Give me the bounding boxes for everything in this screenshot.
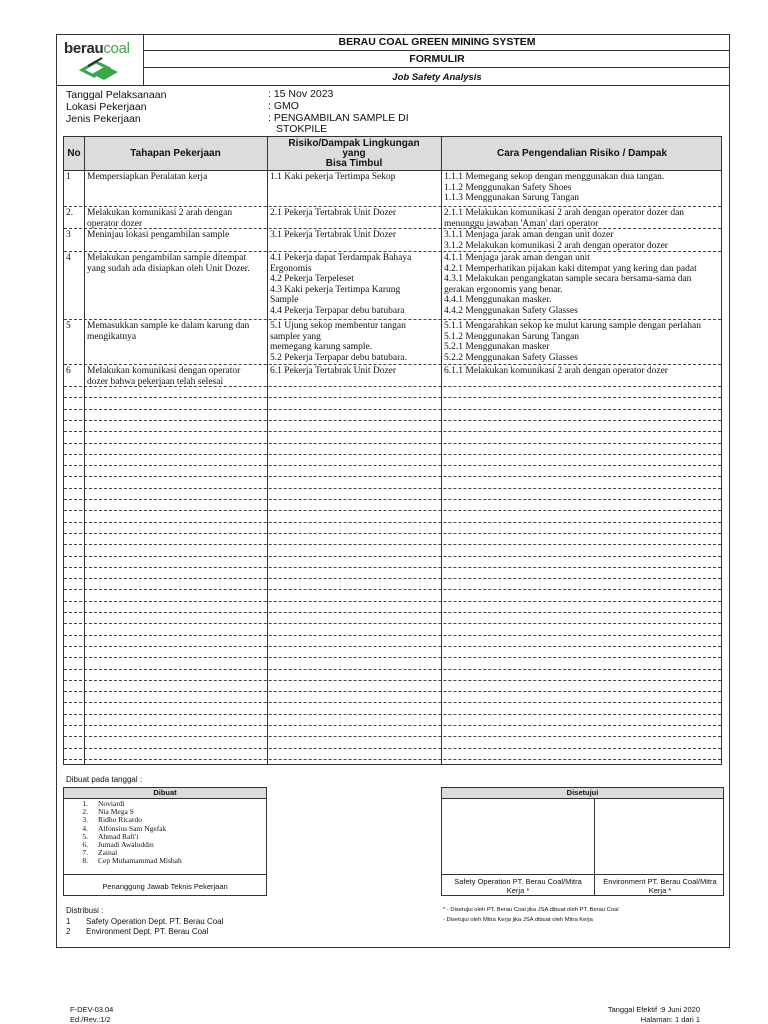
- empty-row-divider: [64, 680, 721, 681]
- empty-row-divider: [64, 465, 721, 466]
- empty-row-divider: [64, 635, 721, 636]
- empty-row-divider: [64, 431, 721, 432]
- risk-control-line: 5.1.2 Menggunakan Sarung Tangan: [444, 331, 580, 342]
- task-step-line: mengikatnya: [87, 331, 137, 342]
- empty-row-divider: [64, 454, 721, 455]
- risk-control-line: menunggu jawaban 'Aman' dari operator: [444, 218, 599, 229]
- risk-impact: [270, 208, 396, 219]
- edition: Ed./Rev.:1/2: [70, 1015, 111, 1024]
- task-step: [87, 366, 240, 387]
- column-divider: [441, 137, 442, 764]
- effective-date: Tanggal Efektif :9 Juni 2020: [607, 1005, 700, 1014]
- author-name: Alfonsius Sam Ngefak: [98, 823, 167, 833]
- empty-row-divider: [64, 623, 721, 624]
- author-name: Jumadi Awaluddin: [98, 840, 154, 849]
- logo: [56, 34, 144, 86]
- row-divider: [64, 251, 721, 252]
- risk-impact-line: 4.4 Pekerja Terpapar debu batubara: [270, 305, 405, 316]
- row-divider: [64, 364, 721, 365]
- header-control: Cara Pengendalian Risiko / Dampak: [496, 147, 668, 159]
- header-no: No: [67, 147, 81, 159]
- author-number: 6.: [82, 840, 88, 849]
- row-number: [66, 321, 71, 332]
- risk-control-line: 1.1.2 Menggunakan Safety Shoes: [444, 182, 572, 193]
- risk-control: [444, 208, 684, 229]
- task-step-line: operator dozer: [87, 218, 143, 229]
- task-step-line: Melakukan komunikasi 2 arah dengan: [87, 208, 233, 218]
- risk-control: [444, 230, 668, 251]
- row-number: [66, 208, 73, 219]
- row-divider: [64, 319, 721, 320]
- approver-environment: Environment PT. Berau Coal/Mitra Kerja *: [603, 877, 717, 895]
- author-name: Noviardi: [98, 799, 125, 808]
- divider: [442, 874, 723, 875]
- row-divider: [64, 206, 721, 207]
- row-number: [66, 253, 71, 264]
- risk-impact-line: 4.2 Pekerja Terpeleset: [270, 274, 354, 284]
- author-number: 5.: [82, 831, 88, 841]
- empty-row-divider: [64, 646, 721, 647]
- made-by-box: [63, 787, 267, 896]
- document-title: Job Safety Analysis: [144, 68, 730, 86]
- risk-control-line: 1.1.1 Memegang sekop dengan menggunakan dua tangan.: [444, 172, 665, 182]
- risk-impact-line: 5.1 Ujung sekop membentur tangan: [270, 321, 406, 331]
- risk-control-line: 5.2.2 Menggunakan Safety Glasses: [444, 352, 578, 363]
- row-number-line: 4: [66, 253, 71, 263]
- empty-row-divider: [64, 443, 721, 444]
- approval-note: - Disetujui oleh Mitra Kerja jika JSA dibuat oleh Mitra Kerja: [443, 917, 593, 923]
- risk-impact-line: Ergonomis: [270, 263, 312, 274]
- empty-row-divider: [64, 567, 721, 568]
- form-title: FORMULIR: [144, 51, 730, 68]
- row-number: [66, 230, 71, 241]
- empty-row-divider: [64, 499, 721, 500]
- row-number: [66, 172, 71, 183]
- empty-row-divider: [64, 589, 721, 590]
- risk-control-line: 4.3.1 Melakukan pengangkatan sample secara bersama-sama dan: [444, 274, 692, 284]
- row-number-line: 5: [66, 321, 71, 331]
- made-by-header: Dibuat: [64, 788, 266, 799]
- leaf-logo-icon: [78, 56, 122, 82]
- row-number-line: 2.: [66, 208, 74, 218]
- risk-impact-line: 3.1 Pekerja Tertabrak Unit Dozer: [270, 230, 397, 240]
- task-step-line: yang sudah ada disiapkan oleh Unit Dozer.: [87, 263, 250, 274]
- empty-row-divider: [64, 702, 721, 703]
- risk-impact: [270, 366, 396, 377]
- task-step: [87, 321, 249, 342]
- task-step-line: Meninjau lokasi pengambilan sample: [87, 230, 230, 240]
- author-name: Nia Mega S: [98, 807, 134, 817]
- form-header: [56, 34, 730, 86]
- empty-row-divider: [64, 488, 721, 489]
- risk-control: [444, 366, 668, 377]
- task-step-line: Memasukkan sample ke dalam karung dan: [87, 321, 250, 331]
- empty-row-divider: [64, 510, 721, 511]
- distribution-label: Distribusi :: [66, 906, 104, 915]
- risk-control-line: 5.1.1 Mengarahkan sekop ke mulut karung sample dengan perlahan: [444, 321, 701, 331]
- risk-control-line: 3.1.2 Melakukan komunikasi 2 arah dengan operator dozer: [444, 240, 668, 251]
- risk-control-line: 2.1.1 Melakukan komunikasi 2 arah dengan operator dozer dan: [444, 208, 685, 218]
- risk-impact-line: 4.3 Kaki pekerja Tertimpa Karung: [270, 284, 401, 295]
- risk-impact-line: memegang karung sample.: [270, 342, 373, 352]
- risk-control-line: gerakan ergonomis yang benar.: [444, 284, 563, 295]
- author-number: 3.: [82, 815, 88, 825]
- risk-impact-line: 4.1 Pekerja dapat Terdampak Bahaya: [270, 253, 412, 263]
- author-name: Ridho Ricardo: [98, 815, 142, 825]
- empty-row-divider: [64, 725, 721, 726]
- row-number-line: 1: [66, 172, 71, 182]
- risk-impact-line: 6.1 Pekerja Tertabrak Unit Dozer: [270, 366, 397, 376]
- divider: [64, 874, 266, 875]
- task-step-line: Melakukan pengambilan sample ditempat: [87, 253, 247, 263]
- risk-control-line: 4.4.2 Menggunakan Safety Glasses: [444, 305, 578, 316]
- risk-control-line: 4.1.1 Menjaga jarak aman dengan unit: [444, 253, 590, 263]
- risk-impact: [270, 230, 396, 241]
- empty-row-divider: [64, 544, 721, 545]
- empty-row-divider: [64, 714, 721, 715]
- row-number: [66, 366, 71, 377]
- risk-control: [444, 172, 664, 204]
- page-number: Halaman: 1 dari 1: [640, 1015, 700, 1024]
- risk-impact: [270, 321, 407, 363]
- empty-row-divider: [64, 476, 721, 477]
- task-step-line: Melakukan komunikasi dengan operator: [87, 366, 241, 376]
- logo-text: beraucoal: [64, 40, 130, 57]
- risk-control-line: 3.1.1 Menjaga jarak aman dengan unit dozer: [444, 230, 614, 240]
- risk-impact: [270, 253, 411, 316]
- task-step: [87, 230, 229, 241]
- risk-impact-line: 2.1 Pekerja Tertabrak Unit Dozer: [270, 208, 397, 218]
- risk-control-line: 5.2.1 Menggunakan masker: [444, 342, 550, 352]
- system-title: BERAU COAL GREEN MINING SYSTEM: [144, 34, 730, 51]
- empty-row-divider: [64, 612, 721, 613]
- risk-impact: [270, 172, 396, 183]
- table-header: [64, 137, 721, 171]
- risk-control-line: 6.1.1 Melakukan komunikasi 2 arah dengan operator dozer: [444, 366, 668, 376]
- author-name: Zainal: [98, 848, 118, 858]
- jsa-table: [63, 136, 722, 765]
- risk-impact-line: 5.2 Pekerja Terpapar debu batubara.: [270, 352, 407, 363]
- column-divider: [267, 137, 268, 764]
- empty-row-divider: [64, 556, 721, 557]
- risk-control-line: 4.4.1 Menggunakan masker.: [444, 295, 552, 305]
- empty-row-divider: [64, 748, 721, 749]
- row-divider: [64, 228, 721, 229]
- risk-control: [444, 253, 697, 316]
- approval-box: [441, 787, 724, 896]
- author-name: Cep Muhamammad Misbah: [98, 856, 182, 866]
- risk-impact-line: sampler yang: [270, 331, 321, 342]
- task-step-line: Mempersiapkan Peralatan kerja: [87, 172, 208, 182]
- column-divider: [84, 137, 85, 764]
- author-number: 2.: [82, 807, 88, 817]
- empty-row-divider: [64, 669, 721, 670]
- empty-row-divider: [64, 409, 721, 410]
- row-number-line: 3: [66, 230, 71, 240]
- author-name: Ahmad Rafi'i: [98, 831, 139, 841]
- empty-row-divider: [64, 759, 721, 760]
- task-step: [87, 208, 232, 229]
- empty-row-divider: [64, 578, 721, 579]
- empty-row-divider: [64, 533, 721, 534]
- risk-control: [444, 321, 701, 363]
- technical-owner-label: Penanggung Jawab Teknis Pekerjaan: [102, 882, 228, 891]
- document-code: F-DEV-03.04: [70, 1005, 114, 1014]
- empty-row-divider: [64, 657, 721, 658]
- task-step: [87, 172, 207, 183]
- empty-row-divider: [64, 397, 721, 398]
- header-step: Tahapan Pekerjaan: [130, 147, 221, 159]
- empty-row-divider: [64, 386, 721, 387]
- empty-row-divider: [64, 736, 721, 737]
- approval-note: * - Disetujui oleh PT. Berau Coal jika JSA dibuat oleh PT. Berau Coal: [443, 907, 619, 913]
- approver-safety: Safety Operation PT. Berau Coal/Mitra Kerja *: [454, 877, 582, 895]
- author-number: 7.: [82, 848, 88, 858]
- made-on-label: Dibuat pada tanggal :: [66, 775, 143, 784]
- empty-row-divider: [64, 691, 721, 692]
- task-step-line: dozer bahwa pekerjaan telah selesai: [87, 376, 224, 387]
- approval-header: Disetujui: [442, 788, 723, 799]
- empty-row-divider: [64, 522, 721, 523]
- risk-impact-line: 1.1 Kaki pekerja Tertimpa Sekop: [270, 172, 396, 182]
- author-number: 1.: [82, 799, 88, 808]
- row-number-line: 6: [66, 366, 71, 376]
- risk-control-line: 1.1.3 Menggunakan Sarung Tangan: [444, 193, 580, 203]
- empty-row-divider: [64, 420, 721, 421]
- task-step: [87, 253, 250, 274]
- risk-control-line: 4.2.1 Memperhatikan pijakan kaki ditempat yang kering dan padat: [444, 263, 697, 274]
- author-number: 8.: [82, 856, 88, 866]
- author-number: 4.: [82, 823, 88, 833]
- header-risk: Risiko/Dampak Lingkungan yang Bisa Timbul: [288, 137, 420, 169]
- author-list: [72, 800, 262, 868]
- risk-impact-line: Sample: [270, 295, 299, 305]
- empty-row-divider: [64, 601, 721, 602]
